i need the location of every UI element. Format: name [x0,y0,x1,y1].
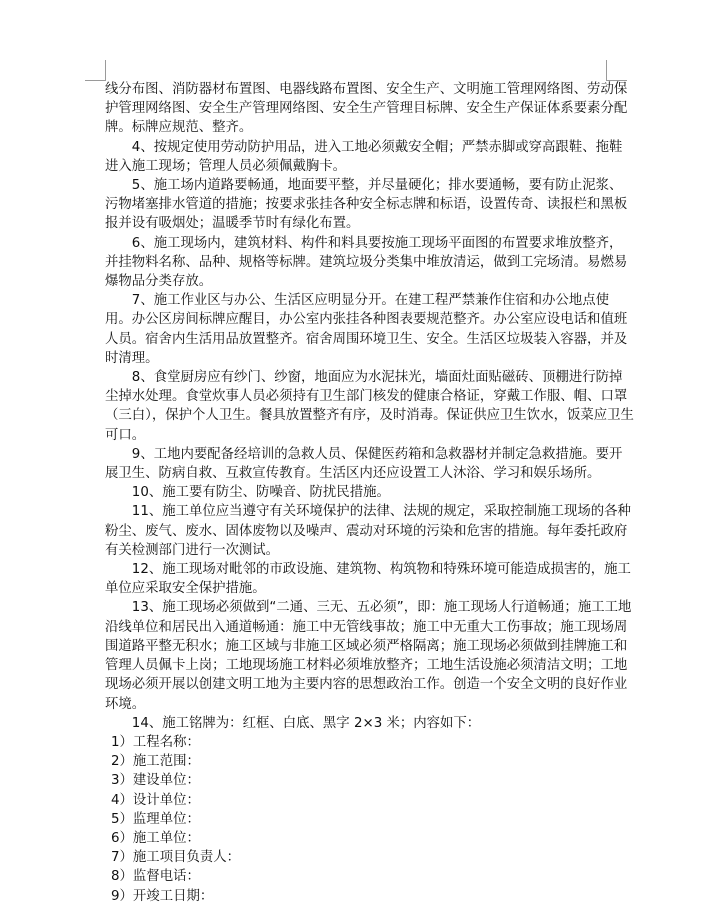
list-item: 8）监督电话： [111,869,200,885]
paragraph-1: 线分布图、消防器材布置图、电器线路布置图、安全生产、文明施工管理网络图、劳动保护管理网络图、安全生产管理网络图、安全生产管理目标牌、安全生产保证体系要素分配牌。标牌应规范、整齐。 [105,82,628,136]
paragraph-3: 5、施工场内道路要畅通，地面要平整，并尽量硬化；排水要通畅，要有防止泥浆、污物堵塞排水管道的措施；按要求张挂各种安全标志牌和标语，设置传奇、读报栏和黑板报并设有吸烟处；温暖季节时有绿化布置。 [105,178,628,232]
list-item: 2）施工范围： [111,754,200,770]
paragraph-8: 10、施工要有防尘、防噪音、防扰民措施。 [131,485,390,501]
paragraph-4: 6、施工现场内，建筑材料、构件和料具要按施工现场平面图的布置要求堆放整齐，并挂物料名称、品种、规格等标牌。建筑垃圾分类集中堆放清运，做到工完场清。易燃易爆物品分类存放。 [105,235,628,290]
list-item: 6）施工单位： [111,830,200,846]
paragraph-9: 11、施工单位应当遵守有关环境保护的法律、法规的规定，采取控制施工现场的各种粉尘、废气、废水、固体废物以及噪声、震动对环境的污染和危害的措施。每年委托政府有关检测部门进行一次测试。 [105,504,631,558]
list-item: 3）建设单位： [111,773,200,789]
paragraph-10: 12、施工现场对毗邻的市政设施、建筑物、构筑物和特殊环境可能造成损害的，施工单位应采取安全保护措施。 [105,562,631,597]
paragraph-6: 8、食堂厨房应有纱门、纱窗，地面应为水泥抹光，墙面灶面贴磁砖、顶棚进行防掉尘掉水处理。食堂炊事人员必须持有卫生部门核发的健康合格证，穿戴工作服、帽、口罩（三白），保护个人卫生。餐具放置整齐有序，及时消毒。保证供应卫生饮水，饭菜应卫生可口。 [105,370,634,443]
list-item: 5）监理单位： [111,811,200,827]
margin-corner-mark-right [606,60,627,81]
paragraph-5: 7、施工作业区与办公、生活区应明显分开。在建工程严禁兼作住宿和办公地点使用。办公区房间标牌应醒目，办公室内张挂各种图表要规范整齐。办公室应设电话和值班人员。宿舍内生活用品放置整齐。宿舍周围环境卫生、安全。生活区垃圾装入容器，并及时清理。 [105,293,628,366]
paragraph-2: 4、按规定使用劳动防护用品，进入工地必须戴安全帽；严禁赤脚或穿高跟鞋、拖鞋进入施工现场；管理人员必须佩戴胸卡。 [105,139,623,174]
paragraph-12: 14、施工铭牌为：红框、白底、黑字 2×3 米；内容如下： [131,715,481,731]
list-item: 4）设计单位： [111,792,200,808]
list-item: 7）施工项目负责人： [111,850,241,866]
paragraph-7: 9、工地内要配备经培训的急救人员、保健医药箱和急救器材并制定急救措施。要开展卫生、防病自救、互救宣传教育。生活区内还应设置工人沐浴、学习和娱乐场所。 [105,446,623,482]
margin-corner-mark-left [85,60,106,81]
paragraph-11: 13、施工现场必须做到“二通、三无、五必须”，即：施工现场人行道畅通；施工工地沿线单位和居民出入通道畅通：施工中无管线事故；施工中无重大工伤事故；施工现场周围道路平整无积水；施工区域与非施工区域必须严格隔离；施工现场必须做到挂牌施工和管理人员佩卡上岗；工地现场施工材料必须堆放整齐；工地生活设施必须清洁文明；工地现场必须开展以创建文明工地为主要内容的思想政治工作。创造一个安全文明的良好作业环境。 [105,600,632,712]
document-body [105,80,635,906]
list-item: 1）工程名称： [111,734,200,750]
list-item: 9）开竣工日期： [111,888,214,904]
